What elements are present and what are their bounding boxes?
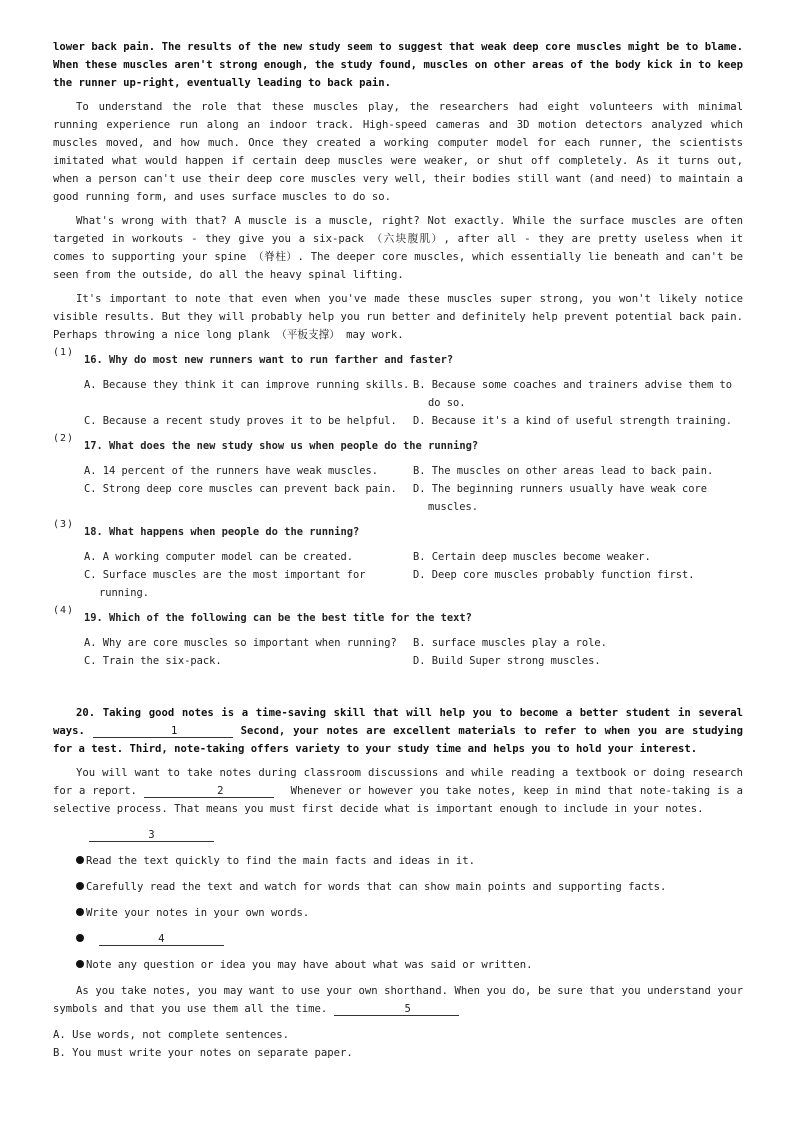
blank-4[interactable]: 4 (99, 933, 224, 946)
question-number: (1) (53, 347, 75, 358)
q20-lead: 20. Taking good notes is a time-saving skill that will help you to become a better student in several ways. (53, 707, 743, 737)
choice-b[interactable]: B. You must write your notes on separate paper. (53, 1047, 353, 1059)
option-a[interactable]: A. A working computer model can be created. (84, 551, 353, 563)
question-number: (3) (53, 519, 75, 530)
q20-p2-before: You will want to take notes during classroom discussions and while reading a textbook or doing research for a report. (53, 767, 743, 797)
q20-first-paragraph (53, 704, 743, 758)
question-18 (53, 519, 743, 602)
bullet-dot-icon (76, 856, 84, 864)
intro-paragraph: lower back pain. The results of the new study seem to suggest that weak deep core muscles might be to blame. When these muscles aren't strong enough, the study found, muscles on other areas of the body kick in to keep the runner up-right, eventually leading to back pain. (53, 41, 743, 89)
question-stem: 17. What does the new study show us when people do the running? (84, 440, 479, 452)
options-grid (84, 376, 743, 430)
question-number: (4) (53, 605, 75, 616)
question-19 (53, 605, 743, 670)
option-d[interactable]: D. The beginning runners usually have weak core muscles. (413, 483, 708, 513)
option-a[interactable]: A. 14 percent of the runners have weak muscles. (84, 465, 379, 477)
paragraph-1: To understand the role that these muscles play, the researchers had eight volunteers with minimal running experience run along an indoor track. High-speed cameras and 3D motion detectors analyzed which muscles moved, and how much. Once they created a working computer model for each runner, the scientists imitated what would happen if certain deep muscles were weaker, or shut off completely. As it turns out, when a person can't use their deep core muscles very well, their bodies still want (and need) to maintain a good running form, and uses surface muscles to do so. (53, 101, 743, 203)
options-grid (84, 634, 743, 670)
question-16 (53, 347, 743, 430)
option-b[interactable]: B. The muscles on other areas lead to back pain. (413, 465, 714, 477)
bullet-text: Note any question or idea you may have about what was said or written. (86, 959, 533, 971)
question-stem: 18. What happens when people do the running? (84, 526, 360, 538)
bullet-item (76, 852, 743, 870)
blank-3-line (89, 826, 743, 844)
question-stem: 16. Why do most new runners want to run farther and faster? (84, 354, 454, 366)
question-stem: 19. Which of the following can be the best title for the text? (84, 612, 472, 624)
blank-5[interactable]: 5 (334, 1003, 459, 1016)
option-d[interactable]: D. Because it's a kind of useful strength training. (413, 415, 733, 427)
q20-last-paragraph (53, 982, 743, 1018)
q20-p-last: As you take notes, you may want to use your own shorthand. When you do, be sure that you understand your symbols and that you use them all the time. (53, 985, 743, 1015)
option-a[interactable]: A. Because they think it can improve running skills. (84, 379, 410, 391)
bullet-text: Read the text quickly to find the main facts and ideas in it. (86, 855, 476, 867)
options-grid (84, 548, 743, 602)
option-b[interactable]: B. Because some coaches and trainers advise them to do so. (413, 379, 733, 409)
bullet-item (76, 930, 743, 948)
bullet-item (76, 878, 743, 896)
document-page (53, 38, 743, 1062)
q20-second-paragraph (53, 764, 743, 818)
option-c[interactable]: C. Train the six-pack. (84, 655, 222, 667)
question-20 (53, 704, 743, 1062)
option-d[interactable]: D. Deep core muscles probably function first. (413, 569, 695, 581)
paragraph-3: It's important to note that even when you've made these muscles super strong, you won't likely notice visible results. But they will probably help you run better and definitely help prevent potential back pain. Perhaps throwing a nice long plank （平板支撑） may work. (53, 293, 743, 341)
option-d[interactable]: D. Build Super strong muscles. (413, 655, 601, 667)
bullet-dot-icon (76, 882, 84, 890)
options-grid (84, 462, 743, 516)
blank-3[interactable]: 3 (89, 829, 214, 842)
bullet-dot-icon (76, 908, 84, 916)
option-c[interactable]: C. Strong deep core muscles can prevent back pain. (84, 483, 397, 495)
option-b[interactable]: B. surface muscles play a role. (413, 637, 607, 649)
bullet-dot-icon (76, 960, 84, 968)
choice-a[interactable]: A. Use words, not complete sentences. (53, 1029, 289, 1041)
option-b[interactable]: B. Certain deep muscles become weaker. (413, 551, 651, 563)
bullet-text: Carefully read the text and watch for words that can show main points and supporting facts. (86, 881, 667, 893)
question-17 (53, 433, 743, 516)
bullet-text: Write your notes in your own words. (86, 907, 310, 919)
bullet-item (76, 904, 743, 922)
option-c[interactable]: C. Surface muscles are the most important for running. (84, 569, 366, 599)
option-a[interactable]: A. Why are core muscles so important when running? (84, 637, 397, 649)
bullet-dot-icon (76, 934, 84, 942)
blank-2[interactable]: 2 (144, 785, 274, 798)
q20-after-blank-1: Second, your notes are excellent materials to refer to when you are studying for a test. Third, note-taking offers variety to your study time and helps you to hold your interest. (53, 725, 743, 755)
paragraph-2: What's wrong with that? A muscle is a muscle, right? Not exactly. While the surface muscles are often targeted in workouts - they give you a six-pack （六块腹肌）, after all - they are pretty useless when it comes to supporting your spine （脊柱）. The deeper core muscles, which essentially lie beneath and can't be seen from the outside, do all the heavy spinal lifting. (53, 215, 743, 281)
bullet-item (76, 956, 743, 974)
blank-1[interactable]: 1 (93, 725, 233, 738)
q20-p2-after: Whenever or however you take notes, keep in mind that note-taking is a selective process. That means you must first decide what is important enough to include in your notes. (53, 785, 743, 815)
option-c[interactable]: C. Because a recent study proves it to be helpful. (84, 415, 397, 427)
question-number: (2) (53, 433, 75, 444)
